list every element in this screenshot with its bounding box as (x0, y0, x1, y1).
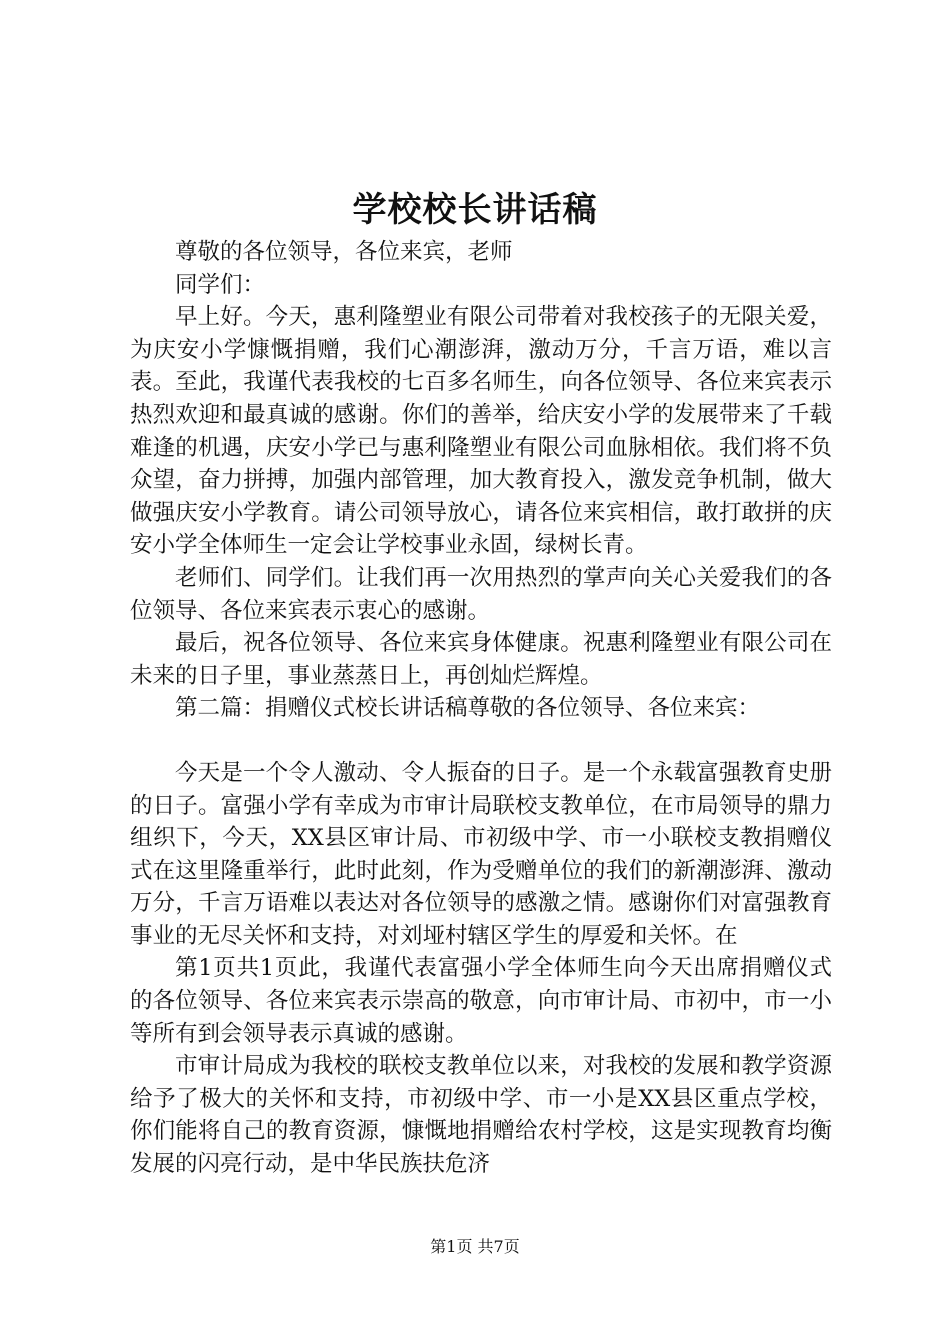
paragraph-today: 今天是一个令人激动、令人振奋的日子。是一个永载富强教育史册的日子。富强小学有幸成为市审计局联校支教单位，在市局领导的鼎力组织下，今天，XX县区审计局、市初级中学、市一小联校支教捐赠仪式在这里隆重举行，此时此刻，作为受赠单位的我们的新潮澎湃、激动万分，千言万语难以表达对各位领导的感激之情。感谢你们对富强教育事业的无尽关怀和支持，对刘垭村辖区学生的厚爱和关怀。在 (130, 759, 832, 949)
document-title: 学校校长讲话稿 (352, 190, 598, 230)
salutation-line-2: 同学们： (175, 271, 266, 298)
document-body (130, 236, 832, 1181)
paragraph-thanks: 第1页共1页此，我谨代表富强小学全体师生向今天出席捐赠仪式的各位领导、各位来宾表示崇高的敬意，向市审计局、市初中，市一小等所有到会领导表示真诚的感谢。 (130, 955, 832, 1047)
paragraph-applause: 老师们、同学们。让我们再一次用热烈的掌声向关心关爱我们的各位领导、各位来宾表示衷心的感谢。 (130, 564, 832, 624)
paragraph-support: 市审计局成为我校的联校支教单位以来，对我校的发展和教学资源给予了极大的关怀和支持，市初级中学、市一小是XX县区重点学校，你们能将自己的教育资源，慷慨地捐赠给农村学校，这是实现教育均衡发展的闪亮行动，是中华民族扶危济 (130, 1053, 832, 1178)
page-footer: 第1页 共7页 (430, 1237, 520, 1256)
paragraph-greeting: 早上好。今天，惠利隆塑业有限公司带着对我校孩子的无限关爱，为庆安小学慷慨捐赠，我们心潮澎湃，激动万分，千言万语，难以言表。至此，我谨代表我校的七百多名师生，向各位领导、各位来宾表示热烈欢迎和最真诚的感谢。你们的善举，给庆安小学的发展带来了千载难逢的机遇，庆安小学已与惠利隆塑业有限公司血脉相依。我们将不负众望，奋力拼搏，加强内部管理，加大教育投入，激发竞争机制，做大做强庆安小学教育。请公司领导放心，请各位来宾相信，敢打敢拼的庆安小学全体师生一定会让学校事业永固，绿树长青。 (130, 304, 832, 559)
section-two-heading: 第二篇：捐赠仪式校长讲话稿尊敬的各位领导、各位来宾： (175, 695, 761, 722)
salutation-line-1: 尊敬的各位领导，各位来宾，老师 (175, 239, 513, 265)
paragraph-closing: 最后，祝各位领导、各位来宾身体健康。祝惠利隆塑业有限公司在未来的日子里，事业蒸蒸日上，再创灿烂辉煌。 (130, 630, 832, 689)
